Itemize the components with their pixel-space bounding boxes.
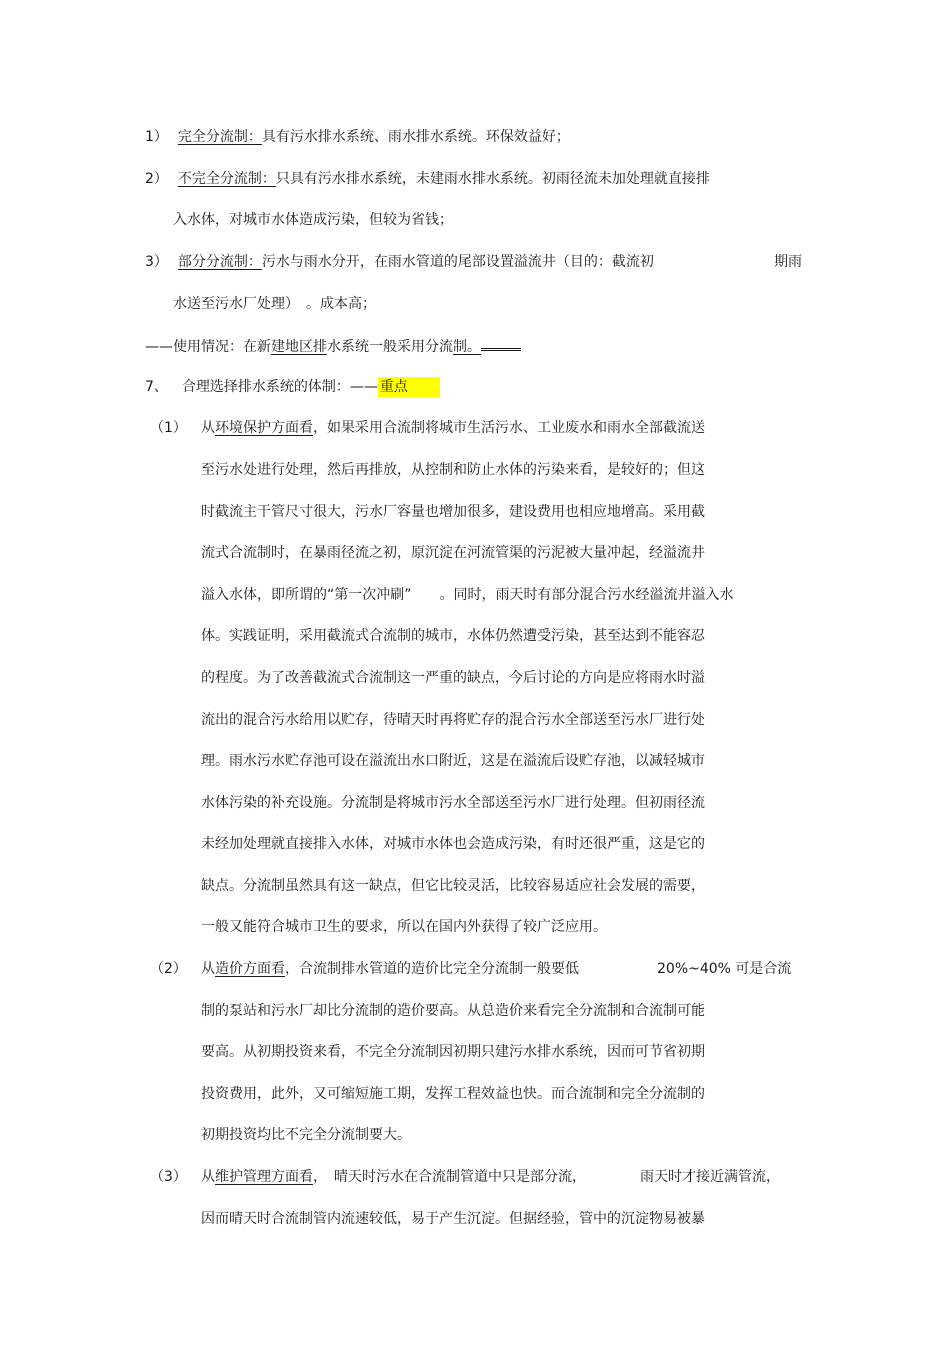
para-line: 缺点。分流制虽然具有这一缺点，但它比较灵活，比较容易适应社会发展的需要， xyxy=(201,878,705,894)
para-first-line xyxy=(201,418,705,438)
usage-text-b: 建地区排 xyxy=(271,339,327,355)
percent-value: 20%~40% xyxy=(657,961,731,977)
para-number: （3） xyxy=(150,1169,187,1185)
para-line: 因而晴天时合流制管内流速较低，易于产生沉淀。但据经验，管中的沉淀物易被暴 xyxy=(201,1211,705,1227)
first-text: ， 晴天时污水在合流制管道中只是部分流， xyxy=(313,1169,586,1185)
term: 完全分流制： xyxy=(177,129,262,145)
para-first-line xyxy=(201,959,579,979)
from-word: 从 xyxy=(201,420,215,436)
usage-text-a: 使用情况：在新 xyxy=(173,339,271,355)
item-text: 只具有污水排水系统，未建雨水排水系统。初雨径流未加处理就直接排 xyxy=(275,171,710,187)
from-word: 从 xyxy=(201,961,215,977)
item-number: 3） xyxy=(145,254,168,270)
para-line: 溢入水体，即所谓的“第一次冲刷” 。同时，雨天时有部分混合污水经溢流井溢入水 xyxy=(201,587,734,603)
first-line-tail: 雨天时才接近满管流， xyxy=(640,1169,780,1185)
dash: —— xyxy=(145,339,173,355)
para-number: （2） xyxy=(150,961,187,977)
item-number: 2） xyxy=(145,171,168,187)
para-line: 要高。从初期投资来看，不完全分流制因初期只建污水排水系统，因而可节省初期 xyxy=(201,1044,705,1060)
list-item-3-tail: 期雨 xyxy=(774,254,802,270)
aspect-term: 维护管理方面看 xyxy=(215,1169,313,1185)
para-first-line xyxy=(201,1167,586,1187)
para-line: 流出的混合污水给用以贮存，待晴天时再将贮存的混合污水全部送至污水厂进行处 xyxy=(201,712,705,728)
item-number: 1） xyxy=(145,129,168,145)
para-line: 水体污染的补充设施。分流制是将城市污水全部送至污水厂进行处理。但初雨径流 xyxy=(201,795,705,811)
para-line: 投资费用，此外，又可缩短施工期，发挥工程效益也快。而合流制和完全分流制的 xyxy=(201,1086,705,1102)
list-item-1 xyxy=(145,127,570,147)
list-item-2-cont: 入水体，对城市水体造成污染，但较为省钱； xyxy=(173,212,453,228)
highlight-badge: 重点 xyxy=(378,377,440,397)
double-rule xyxy=(481,336,521,351)
usage-text-d: 制。 xyxy=(453,339,481,355)
section-number: 7、 xyxy=(145,379,168,395)
from-word: 从 xyxy=(201,1169,215,1185)
aspect-term: 造价方面看 xyxy=(215,961,285,977)
para-line: 理。雨水污水贮存池可设在溢流出水口附近，这是在溢流后设贮存池，以减轻城市 xyxy=(201,753,705,769)
para-line: 流式合流制时，在暴雨径流之初，原沉淀在河流管渠的污泥被大量冲起，经溢流井 xyxy=(201,545,705,561)
para-line: 至污水处进行处理，然后再排放，从控制和防止水体的污染来看，是较好的；但这 xyxy=(201,462,705,478)
list-item-2 xyxy=(145,169,710,189)
section-heading xyxy=(145,377,440,397)
para-line: 一般又能符合城市卫生的要求，所以在国内外获得了较广泛应用。 xyxy=(201,919,607,935)
item-text: 具有污水排水系统、雨水排水系统。环保效益好； xyxy=(261,129,570,145)
first-text: ，如果采用合流制将城市生活污水、工业废水和雨水全部截流送 xyxy=(313,420,705,436)
para-line: 体。实践证明，采用截流式合流制的城市，水体仍然遭受污染，甚至达到不能容忍 xyxy=(201,628,705,644)
percent-tail: 可是合流 xyxy=(735,961,792,977)
para-line: 初期投资均比不完全分流制要大。 xyxy=(201,1127,411,1143)
first-text: ，合流制排水管道的造价比完全分流制一般要低 xyxy=(285,961,579,977)
aspect-term: 环境保护方面看 xyxy=(215,420,313,436)
item-text: 污水与雨水分开，在雨水管道的尾部设置溢流井（目的：截流初 xyxy=(261,254,654,270)
para-number: （1） xyxy=(150,420,187,436)
para-line: 时截流主干管尺寸很大，污水厂容量也增加很多，建设费用也相应地增高。采用截 xyxy=(201,504,705,520)
term: 部分分流制： xyxy=(177,254,262,270)
para-line: 的程度。为了改善截流式合流制这一严重的缺点，今后讨论的方向是应将雨水时溢 xyxy=(201,670,705,686)
para-line: 制的泵站和污水厂却比分流制的造价要高。从总造价来看完全分流制和合流制可能 xyxy=(201,1003,705,1019)
usage-text-c: 水系统一般采用分流 xyxy=(327,339,453,355)
section-title: 合理选择排水系统的体制：—— xyxy=(181,379,378,395)
list-item-3-cont: 水送至污水厂处理） 。成本高； xyxy=(173,296,376,312)
term: 不完全分流制： xyxy=(177,171,276,187)
usage-line xyxy=(145,336,521,357)
percent-range xyxy=(657,959,791,979)
para-line: 未经加处理就直接排入水体，对城市水体也会造成污染，有时还很严重，这是它的 xyxy=(201,836,705,852)
list-item-3 xyxy=(145,252,654,272)
